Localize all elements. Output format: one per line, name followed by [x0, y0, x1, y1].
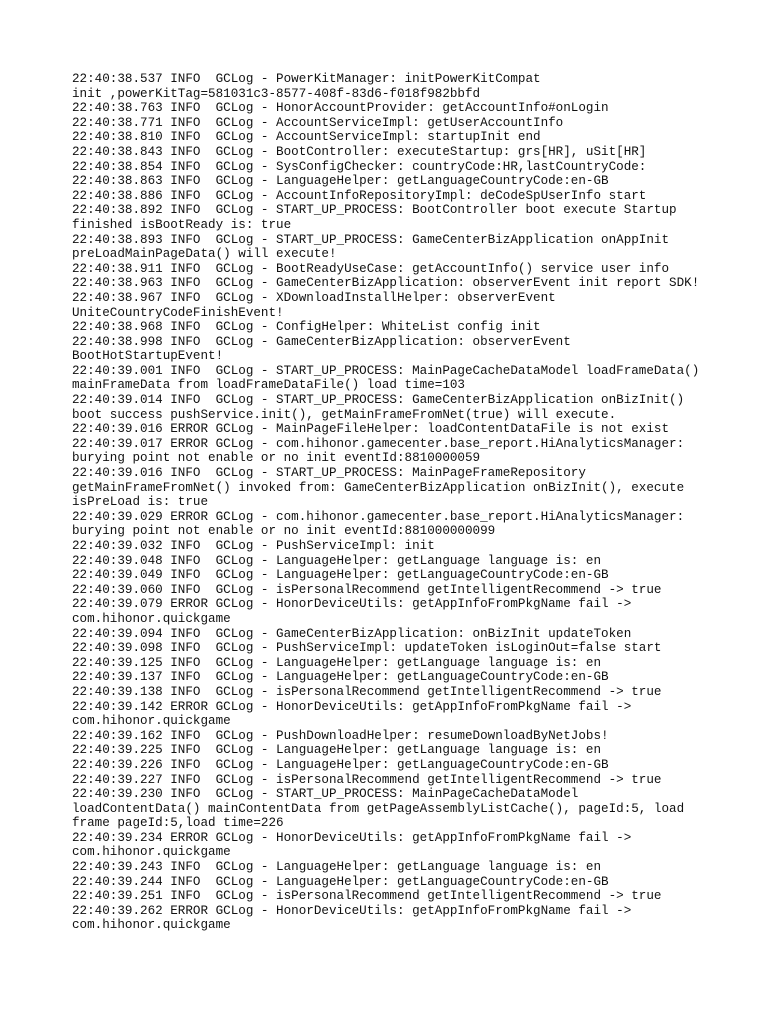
log-line: 22:40:38.771 INFO GCLog - AccountServiceImpl: getUserAccountInfo [72, 115, 564, 130]
log-line: 22:40:39.017 ERROR GCLog - com.hihonor.gamecenter.base_report.HiAnalyticsManager: [72, 436, 685, 451]
log-line: 22:40:39.060 INFO GCLog - isPersonalRecommend getIntelligentRecommend -> true [72, 582, 662, 597]
log-line: 22:40:38.810 INFO GCLog - AccountServiceImpl: startupInit end [72, 130, 541, 145]
log-line: 22:40:39.162 INFO GCLog - PushDownloadHelper: resumeDownloadByNetJobs! [72, 728, 609, 743]
log-line: 22:40:38.892 INFO GCLog - START_UP_PROCESS: BootController boot execute Startup [72, 203, 677, 218]
log-line: com.hihonor.quickgame [72, 918, 231, 933]
log-line: mainFrameData from loadFrameDataFile() load time=103 [72, 378, 465, 393]
log-line: 22:40:39.029 ERROR GCLog - com.hihonor.gamecenter.base_report.HiAnalyticsManager: [72, 509, 685, 524]
log-line: 22:40:38.998 INFO GCLog - GameCenterBizApplication: observerEvent [72, 334, 571, 349]
log-line: com.hihonor.quickgame [72, 611, 231, 626]
log-line: 22:40:39.014 INFO GCLog - START_UP_PROCESS: GameCenterBizApplication onBizInit() [72, 393, 685, 408]
log-line: 22:40:39.230 INFO GCLog - START_UP_PROCESS: MainPageCacheDataModel [72, 787, 579, 802]
log-line: BootHotStartupEvent! [72, 349, 224, 364]
log-line: 22:40:39.226 INFO GCLog - LanguageHelper: getLanguageCountryCode:en-GB [72, 757, 609, 772]
log-line: burying point not enable or no init eventId:881000000099 [72, 524, 496, 539]
log-line: init ,powerKitTag=581031c3-8577-408f-83d6-f018f982bbfd [72, 86, 481, 101]
log-line: 22:40:39.262 ERROR GCLog - HonorDeviceUtils: getAppInfoFromPkgName fail -> [72, 903, 632, 918]
log-line: 22:40:38.854 INFO GCLog - SysConfigChecker: countryCode:HR,lastCountryCode: [72, 159, 647, 174]
log-line: 22:40:38.763 INFO GCLog - HonorAccountProvider: getAccountInfo#onLogin [72, 101, 609, 116]
log-line: 22:40:39.016 INFO GCLog - START_UP_PROCESS: MainPageFrameRepository [72, 466, 586, 481]
log-line: com.hihonor.quickgame [72, 714, 231, 729]
log-line: 22:40:38.968 INFO GCLog - ConfigHelper: WhiteList config init [72, 320, 541, 335]
log-line: loadContentData() mainContentData from getPageAssemblyListCache(), pageId:5, load [72, 801, 685, 816]
log-line: 22:40:39.243 INFO GCLog - LanguageHelper: getLanguage language is: en [72, 860, 602, 875]
log-line: 22:40:39.032 INFO GCLog - PushServiceImpl: init [72, 539, 435, 553]
log-line: 22:40:39.094 INFO GCLog - GameCenterBizApplication: onBizInit updateToken [72, 626, 632, 641]
log-line: com.hihonor.quickgame [72, 845, 231, 860]
log-line: 22:40:39.244 INFO GCLog - LanguageHelper: getLanguageCountryCode:en-GB [72, 874, 609, 889]
log-line: 22:40:39.125 INFO GCLog - LanguageHelper: getLanguage language is: en [72, 655, 602, 670]
log-line: 22:40:39.001 INFO GCLog - START_UP_PROCESS: MainPageCacheDataModel loadFrameData() [72, 363, 700, 378]
log-line: 22:40:38.537 INFO GCLog - PowerKitManager: initPowerKitCompat [72, 72, 541, 86]
log-line: 22:40:39.016 ERROR GCLog - MainPageFileHelper: loadContentDataFile is not exist [72, 422, 670, 437]
log-line: 22:40:39.048 INFO GCLog - LanguageHelper: getLanguage language is: en [72, 553, 602, 568]
log-line: 22:40:39.234 ERROR GCLog - HonorDeviceUtils: getAppInfoFromPkgName fail -> [72, 830, 632, 845]
log-line: 22:40:39.142 ERROR GCLog - HonorDeviceUtils: getAppInfoFromPkgName fail -> [72, 699, 632, 714]
log-line: 22:40:38.967 INFO GCLog - XDownloadInstallHelper: observerEvent [72, 290, 556, 305]
log-line: 22:40:39.079 ERROR GCLog - HonorDeviceUtils: getAppInfoFromPkgName fail -> [72, 597, 632, 612]
log-line: 22:40:38.863 INFO GCLog - LanguageHelper: getLanguageCountryCode:en-GB [72, 174, 609, 189]
log-line: 22:40:38.843 INFO GCLog - BootController: executeStartup: grs[HR], uSit[HR] [72, 144, 647, 159]
log-line: 22:40:39.098 INFO GCLog - PushServiceImpl: updateToken isLoginOut=false start [72, 641, 662, 656]
log-line: 22:40:38.911 INFO GCLog - BootReadyUseCase: getAccountInfo() service user info [72, 261, 670, 276]
log-line: 22:40:38.886 INFO GCLog - AccountInfoRepositoryImpl: deCodeSpUserInfo start [72, 188, 647, 203]
log-line: 22:40:38.893 INFO GCLog - START_UP_PROCESS: GameCenterBizApplication onAppInit [72, 232, 670, 247]
log-line: burying point not enable or no init eventId:8810000059 [72, 451, 481, 466]
log-line: 22:40:39.225 INFO GCLog - LanguageHelper: getLanguage language is: en [72, 743, 602, 758]
log-line: finished isBootReady is: true [72, 217, 292, 232]
log-line: 22:40:39.049 INFO GCLog - LanguageHelper: getLanguageCountryCode:en-GB [72, 568, 609, 583]
log-document [72, 72, 712, 933]
log-line: 22:40:39.138 INFO GCLog - isPersonalRecommend getIntelligentRecommend -> true [72, 684, 662, 699]
log-line: UniteCountryCodeFinishEvent! [72, 305, 284, 320]
log-line: preLoadMainPageData() will execute! [72, 247, 337, 262]
log-line: 22:40:39.227 INFO GCLog - isPersonalRecommend getIntelligentRecommend -> true [72, 772, 662, 787]
log-line: 22:40:38.963 INFO GCLog - GameCenterBizApplication: observerEvent init report SDK! [72, 276, 700, 291]
log-line: isPreLoad is: true [72, 495, 209, 510]
log-line: getMainFrameFromNet() invoked from: GameCenterBizApplication onBizInit(), execute [72, 480, 685, 495]
log-line: boot success pushService.init(), getMainFrameFromNet(true) will execute. [72, 407, 617, 422]
log-line: 22:40:39.251 INFO GCLog - isPersonalRecommend getIntelligentRecommend -> true [72, 889, 662, 904]
log-line: 22:40:39.137 INFO GCLog - LanguageHelper: getLanguageCountryCode:en-GB [72, 670, 609, 685]
log-line: frame pageId:5,load time=226 [72, 816, 284, 831]
